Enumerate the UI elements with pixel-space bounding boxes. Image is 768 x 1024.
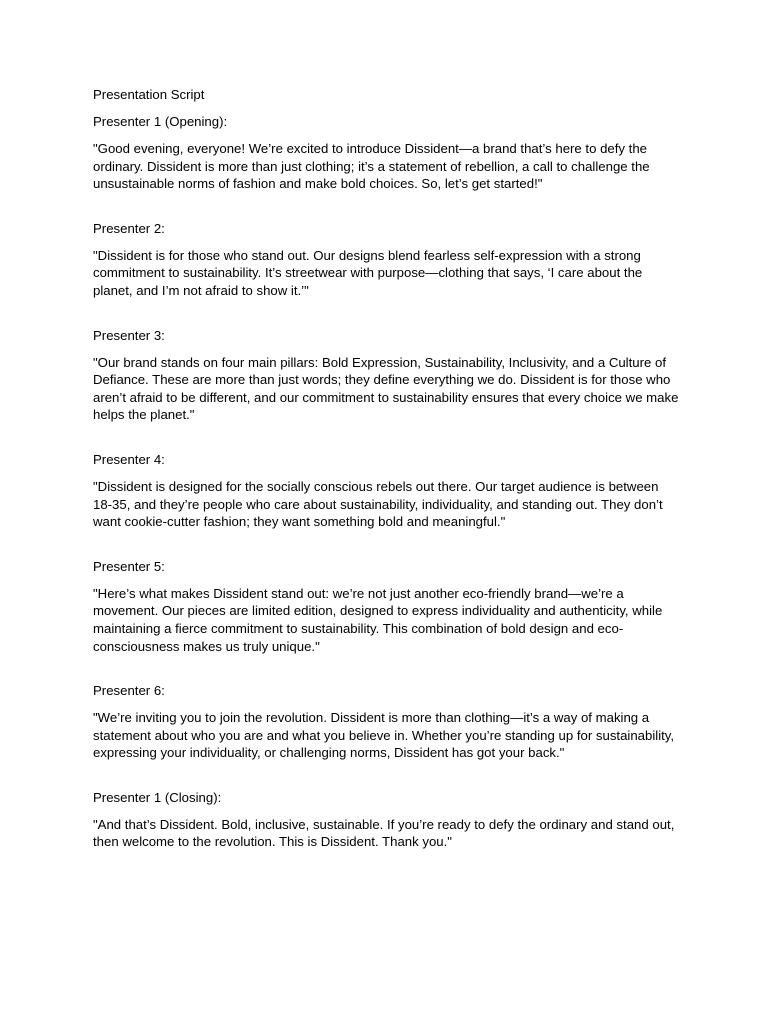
paragraph-gap	[93, 762, 681, 789]
section-presenter-1-closing	[93, 789, 681, 851]
paragraph-gap	[93, 424, 681, 451]
speaker-label: Presenter 4:	[93, 451, 165, 467]
speech-paragraph: "Here’s what makes Dissident stand out: we’re not just another eco-friendly brand—we’re a movement. Our pieces are limited edition, designed to express individuality and authenticity, while maintaining a fierce commitment to sustainability. This combination of bold design and eco-consciousness makes us truly unique."	[93, 585, 663, 654]
speech-paragraph: "Dissident is designed for the socially conscious rebels out there. Our target audience is between 18-35, and they’re people who care about sustainability, individuality, and standing out. They don’t want cookie-cutter fashion; they want something bold and meaningful."	[93, 478, 663, 530]
section-presenter-4	[93, 451, 681, 531]
speech-paragraph: "Good evening, everyone! We’re excited to introduce Dissident—a brand that’s here to defy the ordinary. Dissident is more than just clothing; it’s a statement of rebellion, a call to challenge the unsustainable norms of fashion and make bold choices. So, let’s get started!"	[93, 141, 650, 192]
section-presenter-5	[93, 558, 681, 655]
speech-paragraph: "And that’s Dissident. Bold, inclusive, sustainable. If you’re ready to defy the ordinary and stand out, then welcome to the revolution. This is Dissident. Thank you."	[93, 816, 675, 850]
document-page	[93, 86, 681, 851]
speaker-label: Presenter 5:	[93, 558, 165, 574]
section-presenter-6	[93, 682, 681, 762]
paragraph-gap	[93, 193, 681, 220]
speaker-label: Presenter 6:	[93, 683, 165, 699]
document-title: Presentation Script	[93, 87, 205, 102]
paragraph-gap	[93, 300, 681, 327]
speaker-label: Presenter 3:	[93, 327, 165, 343]
speech-paragraph: "Dissident is for those who stand out. Our designs blend fearless self-expression with a strong commitment to sustainability. It’s streetwear with purpose—clothing that says, ‘I care about the planet, and I’m not afraid to show it.’"	[93, 247, 643, 298]
speaker-label: Presenter 1 (Closing):	[93, 789, 222, 805]
speaker-label: Presenter 2:	[93, 220, 165, 236]
section-presenter-1-opening	[93, 113, 681, 193]
speech-paragraph: "Our brand stands on four main pillars: Bold Expression, Sustainability, Inclusivity, and a Culture of Defiance. These are more than just words; they define everything we do. Dissident is for those who aren’t afraid to be different, and our commitment to sustainability ensures that every choice we make helps the planet."	[93, 354, 679, 423]
speaker-label: Presenter 1 (Opening):	[93, 114, 228, 129]
section-presenter-3	[93, 327, 681, 424]
speech-paragraph: "We’re inviting you to join the revolution. Dissident is more than clothing—it’s a way of making a statement about who you are and what you believe in. Whether you’re standing up for sustainability, expressing your individuality, or challenging norms, Dissident has got your back."	[93, 710, 675, 761]
paragraph-gap	[93, 655, 681, 682]
section-presenter-2	[93, 220, 681, 300]
paragraph-gap	[93, 531, 681, 558]
